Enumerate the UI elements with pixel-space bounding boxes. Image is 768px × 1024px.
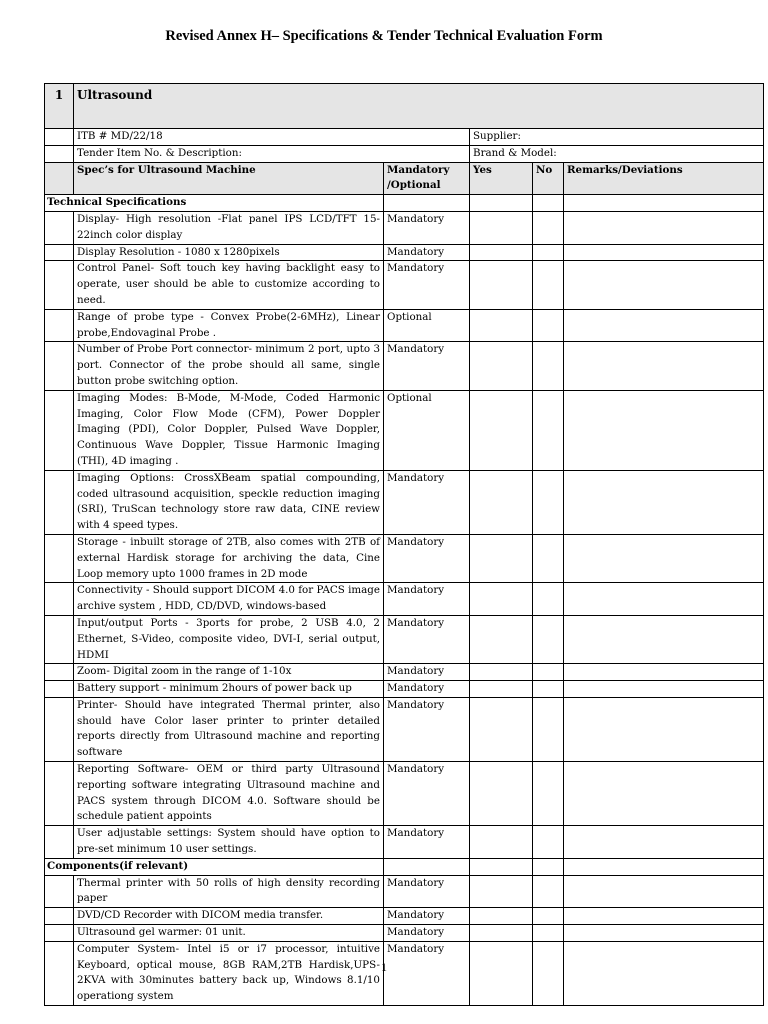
spec-description: Storage - inbuilt storage of 2TB, also comes with 2TB of external Hardisk storage for archiving the data, Cine Loop memory upto 1000 frames in 2D mode <box>74 534 384 582</box>
no-cell[interactable] <box>533 261 564 309</box>
spec-description: Battery support - minimum 2hours of power back up <box>74 681 384 698</box>
blank-cell <box>564 195 764 212</box>
spec-row <box>45 211 764 244</box>
no-cell[interactable] <box>533 244 564 261</box>
no-cell[interactable] <box>533 925 564 942</box>
blank-cell <box>533 858 564 875</box>
section-title: Ultrasound <box>74 84 764 129</box>
row-number-cell <box>45 244 74 261</box>
blank-cell <box>45 129 74 146</box>
remarks-cell[interactable] <box>564 681 764 698</box>
spec-row <box>45 681 764 698</box>
col-yes: Yes <box>470 162 533 195</box>
spec-description: DVD/CD Recorder with DICOM media transfer. <box>74 908 384 925</box>
yes-cell[interactable] <box>470 534 533 582</box>
yes-cell[interactable] <box>470 342 533 390</box>
no-cell[interactable] <box>533 470 564 534</box>
requirement-cell: Mandatory <box>384 583 470 616</box>
remarks-cell[interactable] <box>564 244 764 261</box>
blank-cell <box>45 145 74 162</box>
components-heading: Components(if relevant) <box>45 858 384 875</box>
spec-description: Imaging Options: CrossXBeam spatial compounding, coded ultrasound acquisition, speckle reduction imaging (SRI), TruScan technology store raw data, CINE review with 4 speed types. <box>74 470 384 534</box>
no-cell[interactable] <box>533 390 564 470</box>
technical-heading-row <box>45 195 764 212</box>
spec-description: Display- High resolution -Flat panel IPS LCD/TFT 15-22inch color display <box>74 211 384 244</box>
requirement-cell: Mandatory <box>384 826 470 859</box>
yes-cell[interactable] <box>470 664 533 681</box>
yes-cell[interactable] <box>470 826 533 859</box>
spec-description: Connectivity - Should support DICOM 4.0 for PACS image archive system , HDD, CD/DVD, windows-based <box>74 583 384 616</box>
col-mandatory: Mandatory /Optional <box>384 162 470 195</box>
yes-cell[interactable] <box>470 615 533 663</box>
row-number-cell <box>45 342 74 390</box>
requirement-cell: Mandatory <box>384 681 470 698</box>
spec-description: Reporting Software- OEM or third party Ultrasound reporting software integrating Ultrasound machine and PACS system through DICOM 4.0. Software should be schedule patient appoints <box>74 762 384 826</box>
remarks-cell[interactable] <box>564 390 764 470</box>
remarks-cell[interactable] <box>564 664 764 681</box>
no-cell[interactable] <box>533 681 564 698</box>
requirement-cell: Mandatory <box>384 342 470 390</box>
spec-row <box>45 342 764 390</box>
row-number-cell <box>45 908 74 925</box>
col-remarks: Remarks/Deviations <box>564 162 764 195</box>
row-number-cell <box>45 583 74 616</box>
tender-item-field: Tender Item No. & Description: <box>74 145 470 162</box>
blank-cell <box>384 195 470 212</box>
row-number-cell <box>45 615 74 663</box>
yes-cell[interactable] <box>470 211 533 244</box>
section-number: 1 <box>45 84 74 129</box>
spec-description: User adjustable settings: System should have option to pre-set minimum 10 user settings. <box>74 826 384 859</box>
requirement-cell: Mandatory <box>384 941 470 1005</box>
spec-row <box>45 664 764 681</box>
itb-number: ITB # MD/22/18 <box>74 129 470 146</box>
yes-cell[interactable] <box>470 244 533 261</box>
specification-table <box>44 83 764 1006</box>
requirement-cell: Mandatory <box>384 908 470 925</box>
page-title: Revised Annex H– Specifications & Tender Technical Evaluation Form <box>165 28 603 44</box>
yes-cell[interactable] <box>470 697 533 761</box>
no-cell[interactable] <box>533 826 564 859</box>
col-no: No <box>533 162 564 195</box>
blank-cell <box>384 858 470 875</box>
spec-row <box>45 697 764 761</box>
spec-row <box>45 925 764 942</box>
spec-description: Input/output Ports - 3ports for probe, 2 USB 4.0, 2 Ethernet, S-Video, composite video, DVI-I, serial output, HDMI <box>74 615 384 663</box>
spec-description: Range of probe type - Convex Probe(2-6MHz), Linear probe,Endovaginal Probe . <box>74 309 384 342</box>
spec-row <box>45 826 764 859</box>
spec-description: Imaging Modes: B-Mode, M-Mode, Coded Harmonic Imaging, Color Flow Mode (CFM), Power Doppler Imaging (PDI), Color Doppler, Pulsed Wave Doppler, Continuous Wave Doppler, Tissue Harmonic Imaging (THI), 4D imaging . <box>74 390 384 470</box>
row-number-cell <box>45 534 74 582</box>
remarks-cell[interactable] <box>564 826 764 859</box>
row-number-cell <box>45 211 74 244</box>
no-cell[interactable] <box>533 615 564 663</box>
yes-cell[interactable] <box>470 261 533 309</box>
spec-row <box>45 762 764 826</box>
column-header-row <box>45 162 764 195</box>
requirement-cell: Mandatory <box>384 925 470 942</box>
requirement-cell: Mandatory <box>384 534 470 582</box>
row-number-cell <box>45 826 74 859</box>
spec-row <box>45 615 764 663</box>
yes-cell[interactable] <box>470 583 533 616</box>
spec-description: Thermal printer with 50 rolls of high density recording paper <box>74 875 384 908</box>
no-cell[interactable] <box>533 875 564 908</box>
spec-description: Number of Probe Port connector- minimum 2 port, upto 3 port. Connector of the probe should all same, single button probe switching option. <box>74 342 384 390</box>
spec-row <box>45 309 764 342</box>
spec-description: Printer- Should have integrated Thermal printer, also should have Color laser printer to printer detailed reports directly from Ultrasound machine and reporting software <box>74 697 384 761</box>
spec-description: Zoom- Digital zoom in the range of 1-10x <box>74 664 384 681</box>
spec-row <box>45 875 764 908</box>
remarks-cell[interactable] <box>564 875 764 908</box>
no-cell[interactable] <box>533 309 564 342</box>
row-number-cell <box>45 875 74 908</box>
itb-row <box>45 129 764 146</box>
no-cell[interactable] <box>533 342 564 390</box>
remarks-cell[interactable] <box>564 908 764 925</box>
remarks-cell[interactable] <box>564 470 764 534</box>
no-cell[interactable] <box>533 211 564 244</box>
spec-row <box>45 470 764 534</box>
remarks-cell[interactable] <box>564 697 764 761</box>
spec-row <box>45 583 764 616</box>
spec-description: Computer System- Intel i5 or i7 processor, intuitive Keyboard, optical mouse, 8GB RAM,2TB Hardisk,UPS-2KVA with 30minutes battery back up, Windows 8.1/10 operationg system <box>74 941 384 1005</box>
requirement-cell: Mandatory <box>384 762 470 826</box>
row-number-cell <box>45 762 74 826</box>
blank-cell <box>45 162 74 195</box>
yes-cell[interactable] <box>470 875 533 908</box>
page-number: 1 <box>381 960 387 974</box>
col-spec: Spec’s for Ultrasound Machine <box>74 162 384 195</box>
blank-cell <box>470 195 533 212</box>
yes-cell[interactable] <box>470 681 533 698</box>
requirement-cell: Mandatory <box>384 244 470 261</box>
remarks-cell[interactable] <box>564 615 764 663</box>
remarks-cell[interactable] <box>564 342 764 390</box>
requirement-cell: Optional <box>384 309 470 342</box>
row-number-cell <box>45 470 74 534</box>
requirement-cell: Mandatory <box>384 470 470 534</box>
remarks-cell[interactable] <box>564 211 764 244</box>
requirement-cell: Mandatory <box>384 664 470 681</box>
spec-row <box>45 908 764 925</box>
row-number-cell <box>45 681 74 698</box>
spec-description: Display Resolution - 1080 x 1280pixels <box>74 244 384 261</box>
remarks-cell[interactable] <box>564 583 764 616</box>
yes-cell[interactable] <box>470 908 533 925</box>
requirement-cell: Mandatory <box>384 875 470 908</box>
spec-description: Ultrasound gel warmer: 01 unit. <box>74 925 384 942</box>
no-cell[interactable] <box>533 762 564 826</box>
remarks-cell[interactable] <box>564 534 764 582</box>
remarks-cell[interactable] <box>564 762 764 826</box>
no-cell[interactable] <box>533 583 564 616</box>
yes-cell[interactable] <box>470 470 533 534</box>
spec-row <box>45 244 764 261</box>
no-cell[interactable] <box>533 908 564 925</box>
requirement-cell: Mandatory <box>384 261 470 309</box>
yes-cell[interactable] <box>470 390 533 470</box>
no-cell[interactable] <box>533 697 564 761</box>
spec-row <box>45 534 764 582</box>
row-number-cell <box>45 390 74 470</box>
brand-model-field: Brand & Model: <box>470 145 764 162</box>
supplier-field: Supplier: <box>470 129 764 146</box>
row-number-cell <box>45 309 74 342</box>
remarks-cell[interactable] <box>564 925 764 942</box>
row-number-cell <box>45 925 74 942</box>
no-cell[interactable] <box>533 534 564 582</box>
requirement-cell: Mandatory <box>384 615 470 663</box>
row-number-cell <box>45 664 74 681</box>
technical-heading: Technical Specifications <box>45 195 384 212</box>
yes-cell[interactable] <box>470 762 533 826</box>
no-cell[interactable] <box>533 664 564 681</box>
requirement-cell: Mandatory <box>384 697 470 761</box>
requirement-cell: Optional <box>384 390 470 470</box>
requirement-cell: Mandatory <box>384 211 470 244</box>
row-number-cell <box>45 261 74 309</box>
spec-row <box>45 390 764 470</box>
components-heading-row <box>45 858 764 875</box>
tender-item-row <box>45 145 764 162</box>
section-header-row <box>45 84 764 129</box>
spec-description: Control Panel- Soft touch key having backlight easy to operate, user should be able to customize according to need. <box>74 261 384 309</box>
yes-cell[interactable] <box>470 925 533 942</box>
blank-cell <box>564 858 764 875</box>
blank-cell <box>470 858 533 875</box>
remarks-cell[interactable] <box>564 309 764 342</box>
row-number-cell <box>45 697 74 761</box>
spec-row <box>45 261 764 309</box>
yes-cell[interactable] <box>470 309 533 342</box>
remarks-cell[interactable] <box>564 261 764 309</box>
blank-cell <box>533 195 564 212</box>
